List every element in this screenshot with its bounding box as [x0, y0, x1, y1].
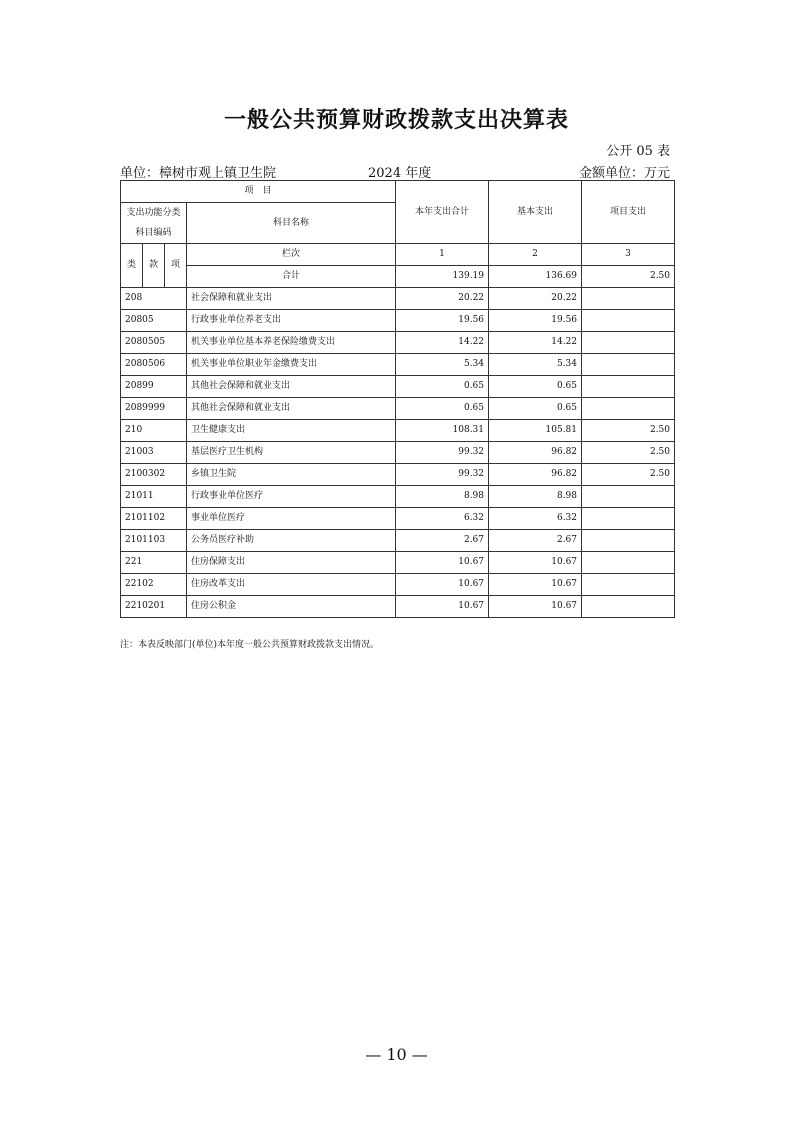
row-project: [582, 596, 675, 618]
table-row: [121, 354, 675, 376]
row-project: [582, 354, 675, 376]
row-basic: 105.81: [489, 420, 582, 442]
row-basic: 0.65: [489, 376, 582, 398]
row-basic: 96.82: [489, 442, 582, 464]
table-row: [121, 398, 675, 420]
row-code: 2080505: [121, 332, 187, 354]
expenditure-table: [120, 180, 675, 618]
row-total: 19.56: [396, 310, 489, 332]
header-col-2: 2: [489, 244, 582, 266]
row-subject-name: 乡镇卫生院: [187, 464, 396, 486]
header-col-3: 3: [582, 244, 675, 266]
total-sum: 139.19: [396, 266, 489, 288]
row-subject-name: 行政事业单位养老支出: [187, 310, 396, 332]
total-project: 2.50: [582, 266, 675, 288]
header-lei: 类: [121, 244, 143, 288]
row-total: 108.31: [396, 420, 489, 442]
total-row: [121, 266, 675, 288]
row-total: 99.32: [396, 464, 489, 486]
row-subject-name: 事业单位医疗: [187, 508, 396, 530]
row-project: [582, 310, 675, 332]
row-total: 6.32: [396, 508, 489, 530]
row-code: 20899: [121, 376, 187, 398]
row-subject-name: 基层医疗卫生机构: [187, 442, 396, 464]
row-project: 2.50: [582, 442, 675, 464]
row-basic: 8.98: [489, 486, 582, 508]
table-row: [121, 310, 675, 332]
row-project: [582, 332, 675, 354]
row-code: 221: [121, 552, 187, 574]
header-subject-name: 科目名称: [187, 203, 396, 244]
row-basic: 2.67: [489, 530, 582, 552]
row-total: 0.65: [396, 376, 489, 398]
fiscal-year: 2024 年度: [368, 166, 432, 181]
table-row: [121, 574, 675, 596]
row-subject-name: 住房保障支出: [187, 552, 396, 574]
row-basic: 10.67: [489, 552, 582, 574]
total-basic: 136.69: [489, 266, 582, 288]
row-basic: 10.67: [489, 596, 582, 618]
table-row: [121, 552, 675, 574]
table-row: [121, 596, 675, 618]
table-row: [121, 332, 675, 354]
row-code: 22102: [121, 574, 187, 596]
header-kuan: 款: [143, 244, 165, 288]
row-total: 99.32: [396, 442, 489, 464]
table-row: [121, 464, 675, 486]
row-project: [582, 508, 675, 530]
row-basic: 5.34: [489, 354, 582, 376]
header-project: 项 目: [121, 181, 396, 203]
row-project: [582, 552, 675, 574]
table-row: [121, 486, 675, 508]
row-project: [582, 398, 675, 420]
header-xiang: 项: [165, 244, 187, 288]
row-code: 21003: [121, 442, 187, 464]
table-row: [121, 442, 675, 464]
header-project-expenditure: 项目支出: [582, 181, 675, 244]
row-total: 2.67: [396, 530, 489, 552]
row-subject-name: 卫生健康支出: [187, 420, 396, 442]
row-project: 2.50: [582, 464, 675, 486]
header-function-code: 支出功能分类科目编码: [121, 203, 187, 244]
row-subject-name: 住房公积金: [187, 596, 396, 618]
row-total: 10.67: [396, 596, 489, 618]
row-total: 10.67: [396, 552, 489, 574]
row-project: 2.50: [582, 420, 675, 442]
document-title: 一般公共预算财政拨款支出决算表: [223, 107, 569, 133]
form-number: 公开 05 表: [606, 144, 670, 159]
row-subject-name: 其他社会保障和就业支出: [187, 376, 396, 398]
table-row: [121, 420, 675, 442]
row-code: 2100302: [121, 464, 187, 486]
row-project: [582, 288, 675, 310]
header-total: 本年支出合计: [396, 181, 489, 244]
page-number: — 10 —: [365, 1045, 428, 1064]
row-project: [582, 574, 675, 596]
row-subject-name: 社会保障和就业支出: [187, 288, 396, 310]
currency-unit: 金额单位：万元: [578, 166, 670, 181]
row-basic: 0.65: [489, 398, 582, 420]
table-row: [121, 530, 675, 552]
row-code: 2089999: [121, 398, 187, 420]
row-basic: 20.22: [489, 288, 582, 310]
total-label: 合计: [187, 266, 396, 288]
row-basic: 10.67: [489, 574, 582, 596]
row-total: 14.22: [396, 332, 489, 354]
header-basic: 基本支出: [489, 181, 582, 244]
row-code: 2080506: [121, 354, 187, 376]
row-code: 2101102: [121, 508, 187, 530]
row-code: 21011: [121, 486, 187, 508]
row-total: 0.65: [396, 398, 489, 420]
row-project: [582, 486, 675, 508]
row-total: 20.22: [396, 288, 489, 310]
row-code: 20805: [121, 310, 187, 332]
row-code: 2210201: [121, 596, 187, 618]
row-subject-name: 其他社会保障和就业支出: [187, 398, 396, 420]
row-basic: 96.82: [489, 464, 582, 486]
row-project: [582, 376, 675, 398]
row-subject-name: 公务员医疗补助: [187, 530, 396, 552]
row-basic: 14.22: [489, 332, 582, 354]
reporting-unit: 单位：樟树市观上镇卫生院: [120, 166, 277, 181]
row-total: 10.67: [396, 574, 489, 596]
row-total: 5.34: [396, 354, 489, 376]
row-subject-name: 机关事业单位职业年金缴费支出: [187, 354, 396, 376]
table-note: 注：本表反映部门(单位)本年度一般公共预算财政拨款支出情况。: [120, 640, 380, 650]
row-subject-name: 机关事业单位基本养老保险缴费支出: [187, 332, 396, 354]
row-code: 208: [121, 288, 187, 310]
row-subject-name: 行政事业单位医疗: [187, 486, 396, 508]
row-basic: 6.32: [489, 508, 582, 530]
row-basic: 19.56: [489, 310, 582, 332]
row-code: 210: [121, 420, 187, 442]
header-col-1: 1: [396, 244, 489, 266]
row-subject-name: 住房改革支出: [187, 574, 396, 596]
header-column-no: 栏次: [187, 244, 396, 266]
row-code: 2101103: [121, 530, 187, 552]
row-total: 8.98: [396, 486, 489, 508]
row-project: [582, 530, 675, 552]
table-row: [121, 288, 675, 310]
table-row: [121, 508, 675, 530]
table-row: [121, 376, 675, 398]
